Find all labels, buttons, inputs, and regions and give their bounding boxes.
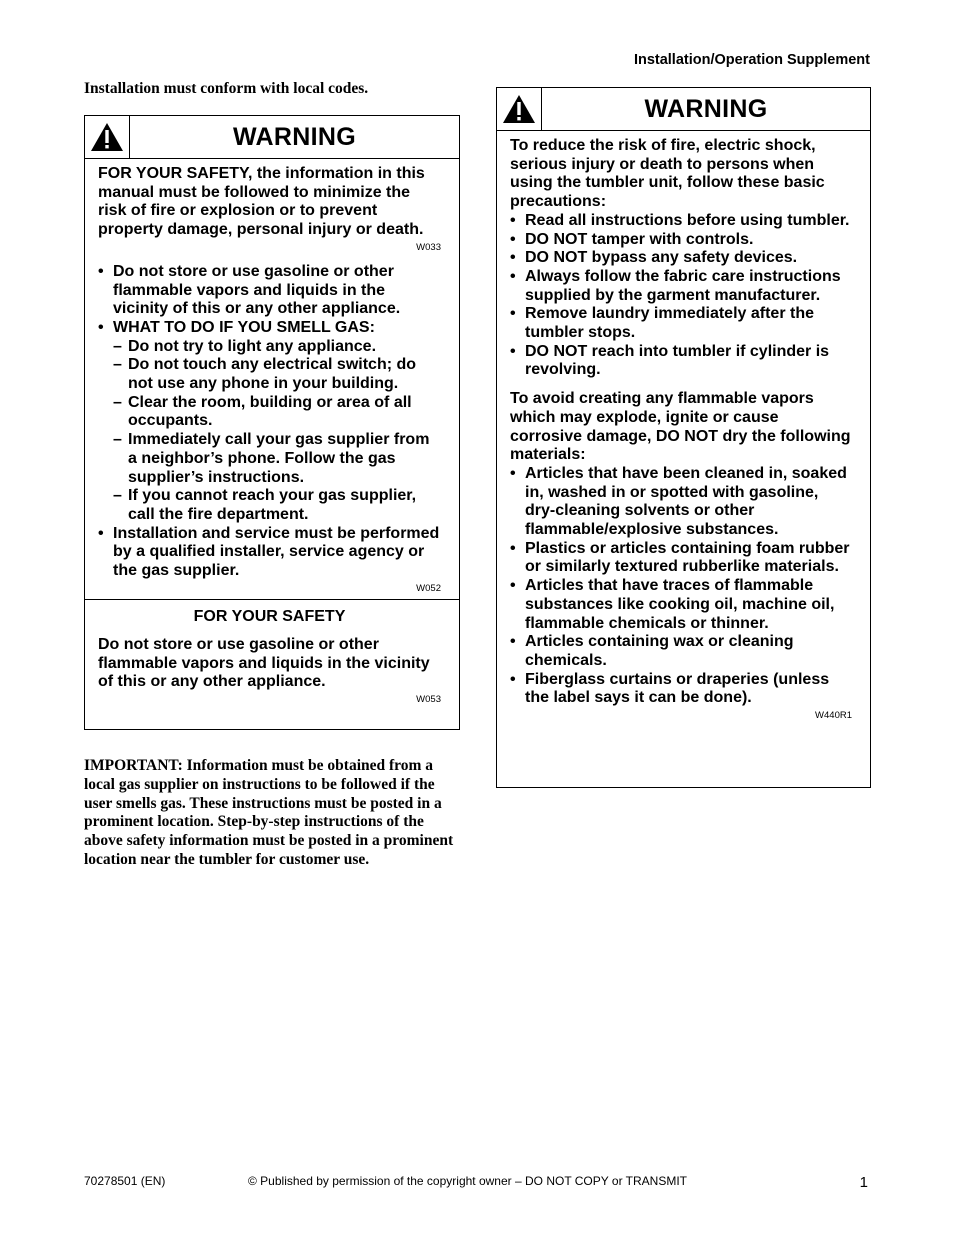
left-safety-section	[85, 159, 459, 253]
list-item: • DO NOT reach into tumbler if cylinder is revolving.	[510, 342, 830, 379]
right-warning-title: WARNING	[644, 95, 768, 123]
bullet-marker: •	[98, 262, 104, 280]
left-gas-section	[85, 253, 459, 599]
list-item: • WHAT TO DO IF YOU SMELL GAS: – Do not try to light any appliance. – Do not touch any electrical switch; do not use any phone in your building. – Clear the room, building or area of all occupants. – Immediately call your gas supplier from a neighbor’s phone. Follow the gas supplier’s instructions. – If you cannot reach your gas supplier, call the fire department.	[98, 319, 441, 525]
list-item: – Do not touch any electrical switch; do not use any phone in your building.	[113, 356, 417, 393]
list-item: – Immediately call your gas supplier from a neighbor’s phone. Follow the gas supplier’s instructions.	[113, 431, 430, 486]
list-item: • Remove laundry immediately after the tumbler stops.	[510, 305, 814, 342]
list-item: • DO NOT tamper with controls.	[510, 230, 754, 248]
bullet-marker: •	[98, 524, 104, 542]
list-item: • Do not store or use gasoline or other flammable vapors and liquids in the vicinity of this or any other appliance.	[98, 262, 401, 318]
left-warning-header	[85, 116, 459, 159]
list-item: • Articles that have been cleaned in, soaked in, washed in or spotted with gasoline, dry-cleaning solvents or other flammable/explosive substances.	[510, 464, 847, 539]
important-note: IMPORTANT: Information must be obtained from a local gas supplier on instructions to be followed if the user smells gas. These instructions must be posted in a prominent location. Step-by-step instructions of the above safety information must be posted in a prominent location near the tumbler for customer use.	[84, 757, 454, 868]
left-warning-title: WARNING	[233, 123, 356, 151]
copyright-notice: © Published by permission of the copyright owner – DO NOT COPY or TRANSMIT	[248, 1174, 688, 1188]
list-item: • Always follow the fabric care instructions supplied by the garment manufacturer.	[510, 267, 841, 304]
vapors-intro: To avoid creating any flammable vapors which may explode, ignite or cause corrosive damage, DO NOT dry the following materials:	[510, 390, 851, 464]
for-your-safety-heading: FOR YOUR SAFETY	[193, 607, 346, 625]
list-item: – Do not try to light any appliance.	[113, 337, 377, 355]
code-w033: W033	[416, 241, 441, 253]
list-item: • Articles that have traces of flammable substances like cooking oil, machine oil, flammable chemicals or thinner.	[510, 577, 835, 632]
intro-note: Installation must conform with local codes.	[84, 80, 369, 97]
list-item: • DO NOT bypass any safety devices.	[510, 249, 798, 267]
bullet-marker: •	[98, 318, 104, 336]
for-your-safety-text: Do not store or use gasoline or other flammable vapors and liquids in the vicinity of this or any other appliance.	[98, 635, 430, 691]
safety-paragraph: FOR YOUR SAFETY, the information in this manual must be followed to minimize the risk of fire or explosion or to prevent property damage, personal injury or death.	[98, 165, 425, 239]
list-item: – Clear the room, building or area of all occupants.	[113, 393, 412, 430]
page-number: 1	[859, 1174, 868, 1191]
list-item: • Plastics or articles containing foam rubber or similarly textured rubberlike materials.	[510, 539, 850, 576]
precautions-intro: To reduce the risk of fire, electric shock, serious injury or death to persons when using the tumbler unit, follow these basic precautions:	[510, 137, 825, 211]
left-warning-box	[84, 115, 460, 730]
list-item: • Fiberglass curtains or draperies (unless the label says it can be done).	[510, 670, 830, 707]
code-w052: W052	[416, 582, 441, 594]
list-item: • Installation and service must be performed by a qualified installer, service agency or the gas supplier.	[98, 524, 440, 580]
right-warning-header	[497, 88, 870, 131]
for-your-safety-section	[85, 608, 459, 705]
code-w440r1: W440R1	[815, 710, 852, 722]
precautions-section	[497, 131, 870, 380]
materials-section	[497, 380, 870, 721]
divider	[85, 599, 459, 600]
warning-triangle-icon	[85, 116, 130, 158]
list-item: • Articles containing wax or cleaning chemicals.	[510, 633, 794, 669]
right-warning-box	[496, 87, 871, 788]
code-w053: W053	[416, 693, 441, 705]
list-item: • Read all instructions before using tumbler.	[510, 211, 850, 229]
doc-number: 70278501 (EN)	[84, 1174, 166, 1188]
warning-triangle-icon	[497, 88, 542, 130]
header-title: Installation/Operation Supplement	[633, 52, 870, 68]
list-item: – If you cannot reach your gas supplier, call the fire department.	[113, 487, 417, 523]
